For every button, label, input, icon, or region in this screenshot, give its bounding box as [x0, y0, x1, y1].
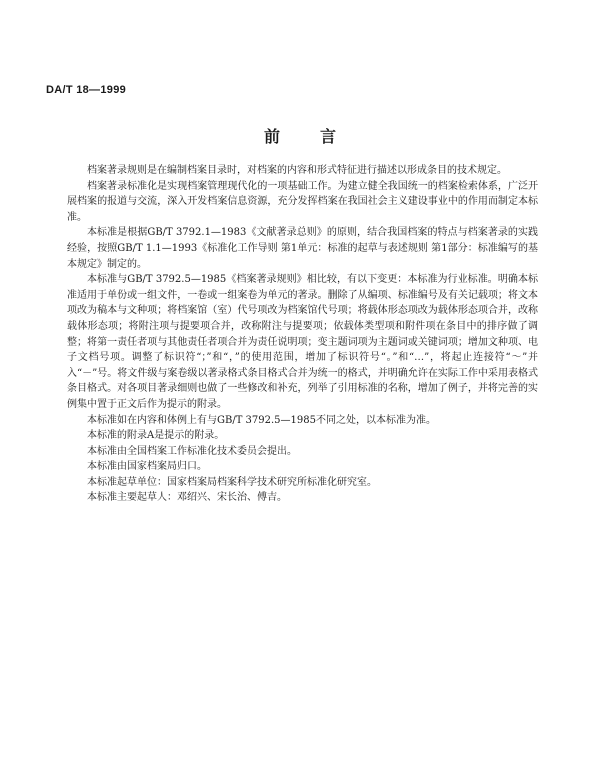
paragraph-changes: 本标准与GB/T 3792.5—1985《档案著录规则》相比较，有以下变更：本标准为行业标准。明确本标准适用于单份或一组文件，一卷或一组案卷为单元的著录。删除了从编项、标准编号及有关记载项；将文本项改为稿本与文种项；将档案馆（室）代号项改为档案馆代号项；将载体形态项改为载体形态项合并，改称载体形态项；将附注项与提要项合并，改称附注与提要项；依载体类型项和附件项在条目中的排序做了调整；将第一责任者项与其他责任者项合并为责任说明项；变主题词项为主题词或关键词项；增加文种项、电子文档号项。调整了标识符“；”和“，”的使用范围，增加了标识符号“。”和“…”，将起止连接符“～”并入“－”号。将文件级与案卷级以著录格式条目格式合并为统一的格式，并明确允许在实际工作中采用表格式条目格式。对各项目著录细则也做了一些修改和补充，列举了引用标准的名称，增加了例子，并将完善的实例集中置于正文后作为提示的附录。: [67, 274, 538, 410]
paragraph-proposed-by: 本标准由全国档案工作标准化技术委员会提出。: [87, 445, 297, 457]
paragraph-drafting-unit: 本标准起草单位：国家档案局档案科学技术研究所标准化研究室。: [87, 476, 377, 488]
standard-number: DA/T 18—1999: [46, 84, 127, 96]
paragraph-purpose: 档案著录规则是在编制档案目录时，对档案的内容和形式特征进行描述以形成条目的技术规定。: [87, 165, 507, 176]
paragraph-drafters: 本标准主要起草人：邓绍兴、宋长治、傅吉。: [87, 492, 287, 504]
foreword-body: [67, 163, 538, 506]
page-heading: 前言: [263, 127, 376, 146]
paragraph-basis: 本标准是根据GB/T 3792.1—1983《文献著录总则》的原则，结合我国档案的特点与档案著录的实践经验，按照GB/T 1.1—1993《标准化工作导则 第1单元：标准的起草与表述规则 第1部分：标准编写的基本规定》制定的。: [67, 227, 538, 270]
paragraph-significance: 档案著录标准化是实现档案管理现代化的一项基础工作。为建立健全我国统一的档案检索体系，广泛开展档案的报道与交流，深入开发档案信息资源，充分发挥档案在我国社会主义建设事业中的作用而制定本标准。: [67, 180, 538, 223]
paragraph-appendix: 本标准的附录A是提示的附录。: [87, 430, 225, 442]
paragraph-responsible: 本标准由国家档案局归口。: [87, 461, 207, 473]
paragraph-precedence: 本标准如在内容和体例上有与GB/T 3792.5—1985不同之处，以本标准为准。: [87, 414, 436, 426]
